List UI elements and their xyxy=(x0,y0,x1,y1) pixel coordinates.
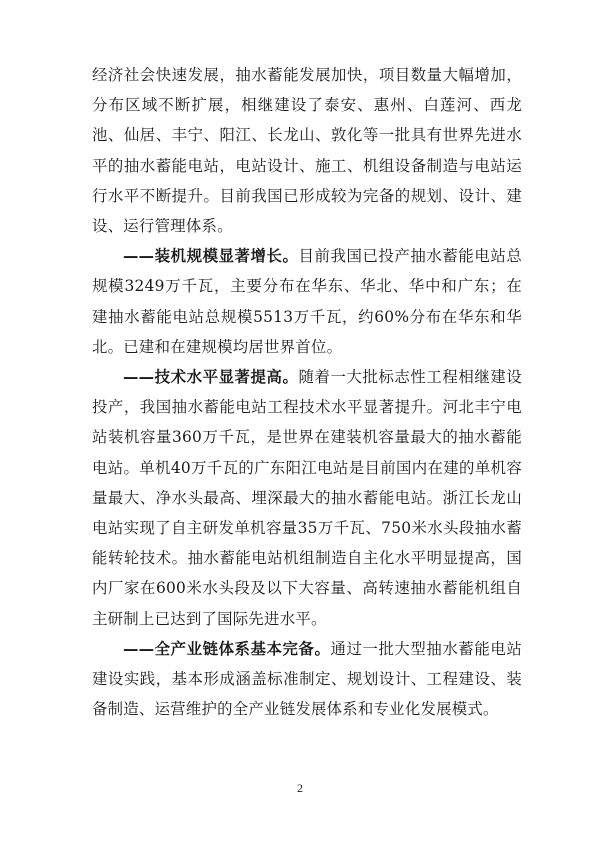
paragraph-development-overview xyxy=(92,60,522,241)
document-body xyxy=(92,60,522,724)
paragraph-technology-level xyxy=(92,362,522,634)
paragraph-text: 目前我国已投产抽水蓄能电站总规模3249万千瓦，主要分布在华东、华北、华中和广东；在建抽水蓄能电站总规模5513万千瓦，约60%分布在华东和华北。已建和在建规模均居世界首位。 xyxy=(92,247,522,356)
paragraph-lead: ——技术水平显著提高。 xyxy=(123,368,299,387)
paragraph-text: 通过一批大型抽水蓄能电站建设实践，基本形成涵盖标准制定、规划设计、工程建设、装备制造、运营维护的全产业链发展体系和专业化发展模式。 xyxy=(92,639,522,719)
paragraph-lead: ——装机规模显著增长。 xyxy=(123,247,299,266)
paragraph-lead: ——全产业链体系基本完备。 xyxy=(123,639,331,658)
page-number: 2 xyxy=(297,781,303,795)
paragraph-text: 随着一大批标志性工程相继建设投产，我国抽水蓄能电站工程技术水平显著提升。河北丰宁电站装机容量360万千瓦，是世界在建装机容量最大的抽水蓄能电站。单机40万千瓦的广东阳江电站是目前国内在建的单机容量最大、净水头最高、埋深最大的抽水蓄能电站。浙江长龙山电站实现了自主研发单机容量35万千瓦、750米水头段抽水蓄能转轮技术。抽水蓄能电站机组制造自主化水平明显提高，国内厂家在600米水头段及以下大容量、高转速抽水蓄能机组自主研制上已达到了国际先进水平。 xyxy=(92,368,522,628)
paragraph-text: 经济社会快速发展，抽水蓄能发展加快，项目数量大幅增加，分布区域不断扩展，相继建设了泰安、惠州、白莲河、西龙池、仙居、丰宁、阳江、长龙山、敦化等一批具有世界先进水平的抽水蓄能电站，电站设计、施工、机组设备制造与电站运行水平不断提升。目前我国已形成较为完备的规划、设计、建设、运行管理体系。 xyxy=(92,66,522,236)
paragraph-installed-capacity xyxy=(92,241,522,362)
paragraph-industry-chain xyxy=(92,634,522,725)
